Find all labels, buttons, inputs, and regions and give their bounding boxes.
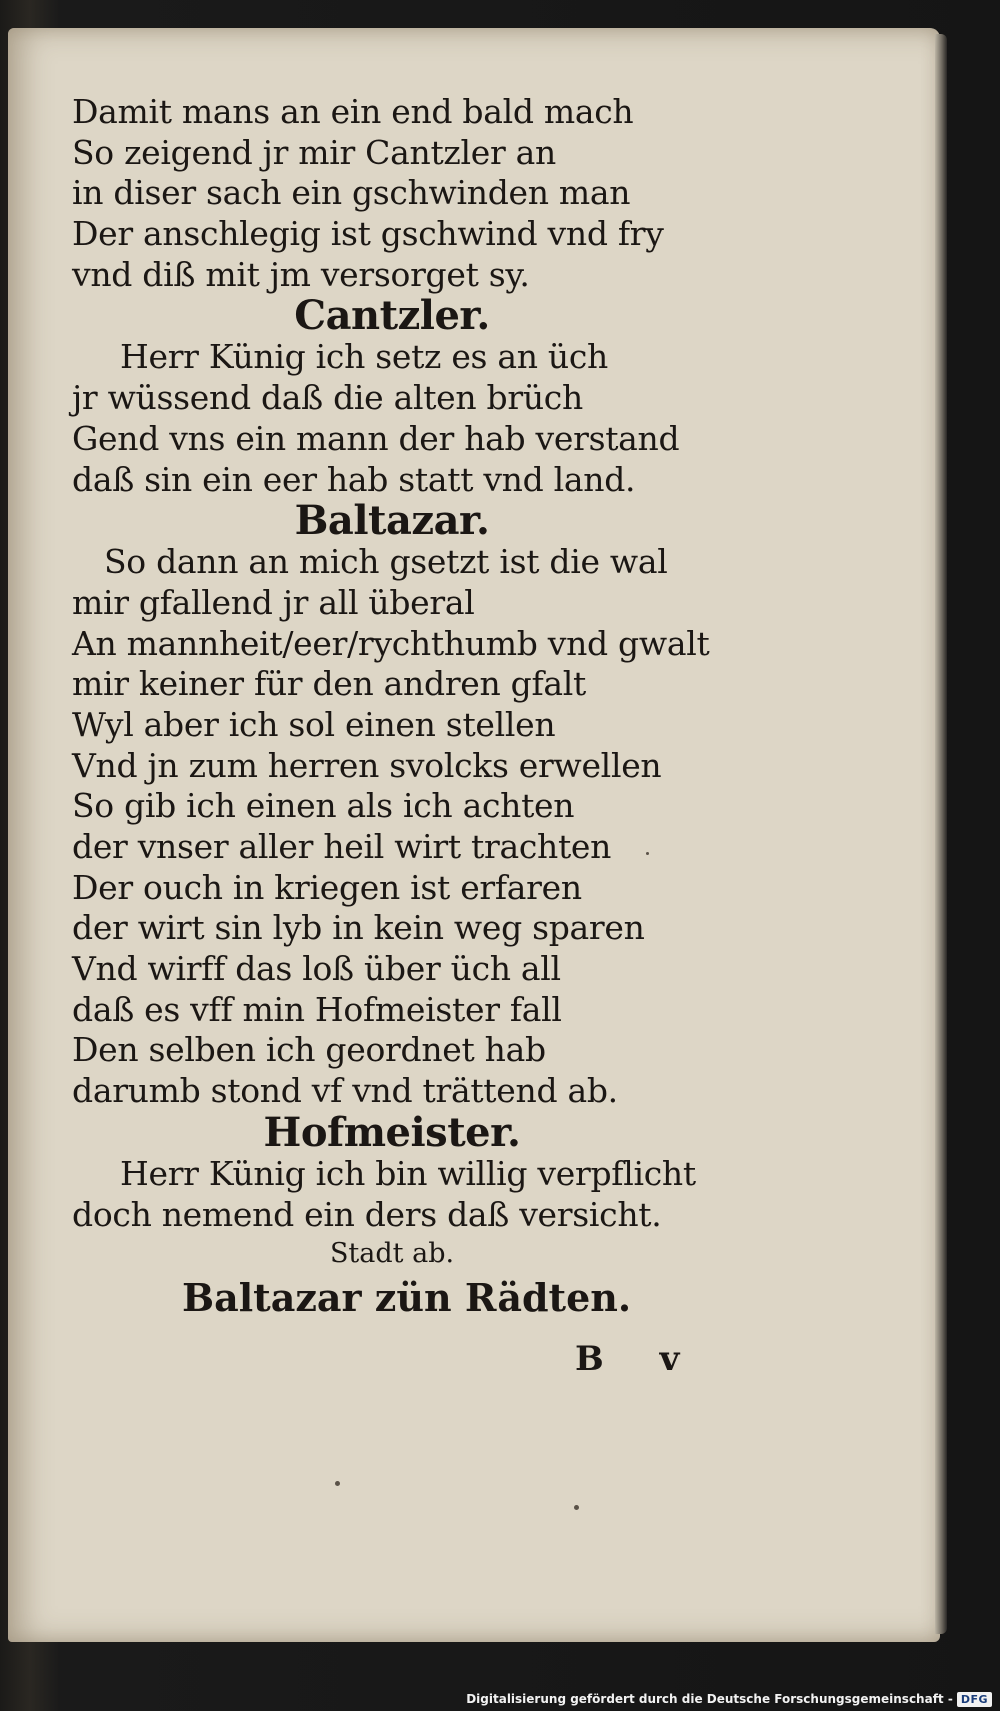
paper-speck bbox=[574, 1505, 579, 1510]
scene-heading: Baltazar zün Rädten. bbox=[182, 1275, 632, 1321]
verse-line: Herr Künig ich setz es an üch bbox=[120, 337, 608, 377]
footer-credit: Digitalisierung gefördert durch die Deutsche Forschungsgemeinschaft - bbox=[466, 1692, 953, 1706]
verse-line: Der ouch in kriegen ist erfaren bbox=[72, 867, 582, 907]
verse-line: Herr Künig ich bin willig verpflicht bbox=[120, 1153, 696, 1193]
verse-line: in diser sach ein gschwinden man bbox=[72, 173, 631, 213]
stage-direction: Stadt ab. bbox=[329, 1238, 455, 1270]
verse-line: Den selben ich geordnet hab bbox=[72, 1030, 546, 1070]
verse-line: der vnser aller heil wirt trachten bbox=[72, 827, 612, 866]
verse-line: An mannheit/eer/rychthumb vnd gwalt bbox=[72, 623, 710, 663]
verse-line: Gend vns ein mann der hab verstand bbox=[72, 418, 680, 458]
verse-line: Der anschlegig ist gschwind vnd fry bbox=[72, 214, 664, 254]
speaker-name: Hofmeister. bbox=[263, 1108, 521, 1156]
paper-speck bbox=[335, 1481, 340, 1486]
verse-line: mir keiner für den andren gfalt bbox=[72, 664, 586, 704]
verse-line: So dann an mich gsetzt ist die wal bbox=[104, 542, 668, 582]
verse-line: daß es vff min Hofmeister fall bbox=[72, 989, 562, 1029]
verse-line: So gib ich einen als ich achten bbox=[72, 786, 575, 826]
dfg-logo: DFG bbox=[957, 1692, 992, 1707]
verse-line: Damit mans an ein end bald mach bbox=[72, 92, 634, 131]
verse-line: darumb stond vf vnd trättend ab. bbox=[72, 1071, 618, 1111]
speaker-name: Cantzler. bbox=[294, 292, 490, 340]
speaker-name: Baltazar. bbox=[294, 497, 490, 545]
verse-line: Vnd jn zum herren svolcks erwellen bbox=[72, 745, 662, 785]
verse-line: mir gfallend jr all überal bbox=[72, 582, 475, 622]
paper-speck bbox=[646, 852, 649, 855]
verse-line: vnd diß mit jm versorget sy. bbox=[72, 254, 530, 294]
verse-line: doch nemend ein ders daß versicht. bbox=[72, 1194, 662, 1234]
poem-text bbox=[72, 92, 712, 1323]
signature-mark: B v bbox=[575, 1339, 702, 1379]
verse-line: Wyl aber ich sol einen stellen bbox=[72, 704, 556, 744]
verse-line: daß sin ein eer hab statt vnd land. bbox=[72, 459, 636, 499]
verse-line: So zeigend jr mir Cantzler an bbox=[72, 132, 556, 172]
digitization-footer bbox=[466, 1689, 992, 1709]
verse-line: der wirt sin lyb in kein weg sparen bbox=[72, 908, 645, 948]
verse-line: jr wüssend daß die alten brüch bbox=[72, 378, 583, 418]
verse-line: Vnd wirff das loß über üch all bbox=[72, 949, 561, 989]
page-edge bbox=[935, 34, 947, 1634]
